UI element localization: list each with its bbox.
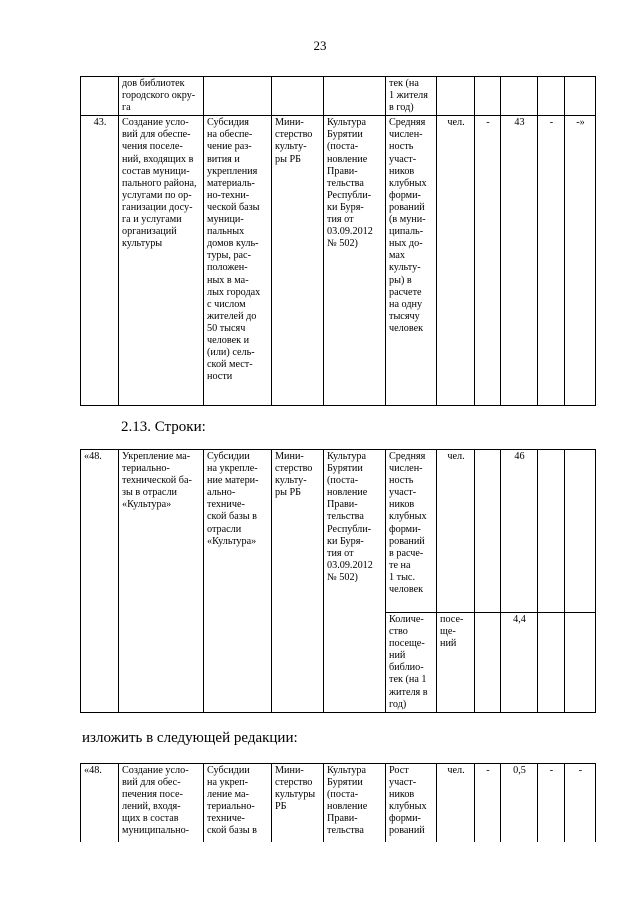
value-cell: -»	[565, 116, 596, 406]
measure-name-cell: Укрепление ма- териально- технической ба- зы в отрасли «Культура»	[119, 450, 204, 713]
value-cell: 4,4	[501, 613, 538, 713]
measure-name-cell: Создание усло- вий для обеспе- чения поселе- ний, входящих в состав муници- пального района, услугами по ор- ганизации досу- га и услугами организаций культуры	[119, 116, 204, 406]
indicator-cell: Средняя числен- ность участ- ников клубных форми- рований (в муни- ципаль- ных до- мах культу- ры) в расчете на одну тысячу человек	[386, 116, 437, 406]
unit-cell: чел.	[437, 116, 475, 406]
value-cell: 43	[501, 116, 538, 406]
value-cell: 46	[501, 450, 538, 613]
program-cell: Культура Бурятии (поста- новление Прави- тельства Республи- ки Буря- тия от 03.09.2012 № 502)	[324, 116, 386, 406]
row-number-cell: «48.	[81, 450, 119, 713]
measure-name-cell: дов библиотек городского окру- га	[119, 77, 204, 116]
subsidy-cell: Субсидии на укреп- ление ма- териально- техниче- ской базы в	[204, 764, 272, 856]
table-continuation-row-43	[80, 76, 596, 406]
value-cell: -	[538, 764, 565, 856]
table-row	[81, 77, 596, 116]
row-number-cell: 43.	[81, 116, 119, 406]
unit-cell: чел.	[437, 764, 475, 856]
indicator-cell: Рост участ- ников клубных форми- рований	[386, 764, 437, 856]
section-heading: изложить в следующей редакции:	[82, 730, 298, 746]
subsidy-cell: Субсидия на обеспе- чение раз- вития и укрепления материаль- но-техни- ческой базы муници- пальных домов куль- туры, рас- положен- ных в ма- лых городах с числом жителей до 50 тысяч человек и (или) сель- ской мест- ности	[204, 116, 272, 406]
row-number-cell: «48.	[81, 764, 119, 856]
ministry-cell: Мини- стерство культуры РБ	[272, 764, 324, 856]
subsidy-cell: Субсидии на укрепле- ние матери- ально- техниче- ской базы в отрасли «Культура»	[204, 450, 272, 713]
page-number: 23	[313, 38, 327, 53]
value-cell: -	[565, 764, 596, 856]
value-cell: -	[475, 764, 501, 856]
ministry-cell: Мини- стерство культу- ры РБ	[272, 450, 324, 713]
value-cell: 0,5	[501, 764, 538, 856]
section-heading: 2.13. Строки:	[121, 419, 206, 435]
indicator-cell: Количе- ство посеще- ний библио- тек (на 1 жителя в год)	[386, 613, 437, 713]
value-cell: -	[475, 116, 501, 406]
program-cell: Культура Бурятии (поста- новление Прави- тельства	[324, 764, 386, 856]
ministry-cell: Мини- стерство культу- ры РБ	[272, 116, 324, 406]
indicator-cell: Средняя числен- ность участ- ников клубных форми- рований в расче- те на 1 тыс. человек	[386, 450, 437, 613]
program-cell: Культура Бурятии (поста- новление Прави- тельства Республи- ки Буря- тия от 03.09.2012 № 502)	[324, 450, 386, 713]
measure-name-cell: Создание усло- вий для обес- печения посе- лений, входя- щих в состав муниципально-	[119, 764, 204, 856]
indicator-cell: тек (на 1 жителя в год)	[386, 77, 437, 116]
table-row	[81, 450, 596, 613]
table-rows-48-old	[80, 449, 596, 713]
unit-cell: чел.	[437, 450, 475, 613]
table-row	[81, 116, 596, 406]
page-bottom-cutoff	[80, 842, 596, 905]
unit-cell: посе- ще- ний	[437, 613, 475, 713]
value-cell: -	[538, 116, 565, 406]
